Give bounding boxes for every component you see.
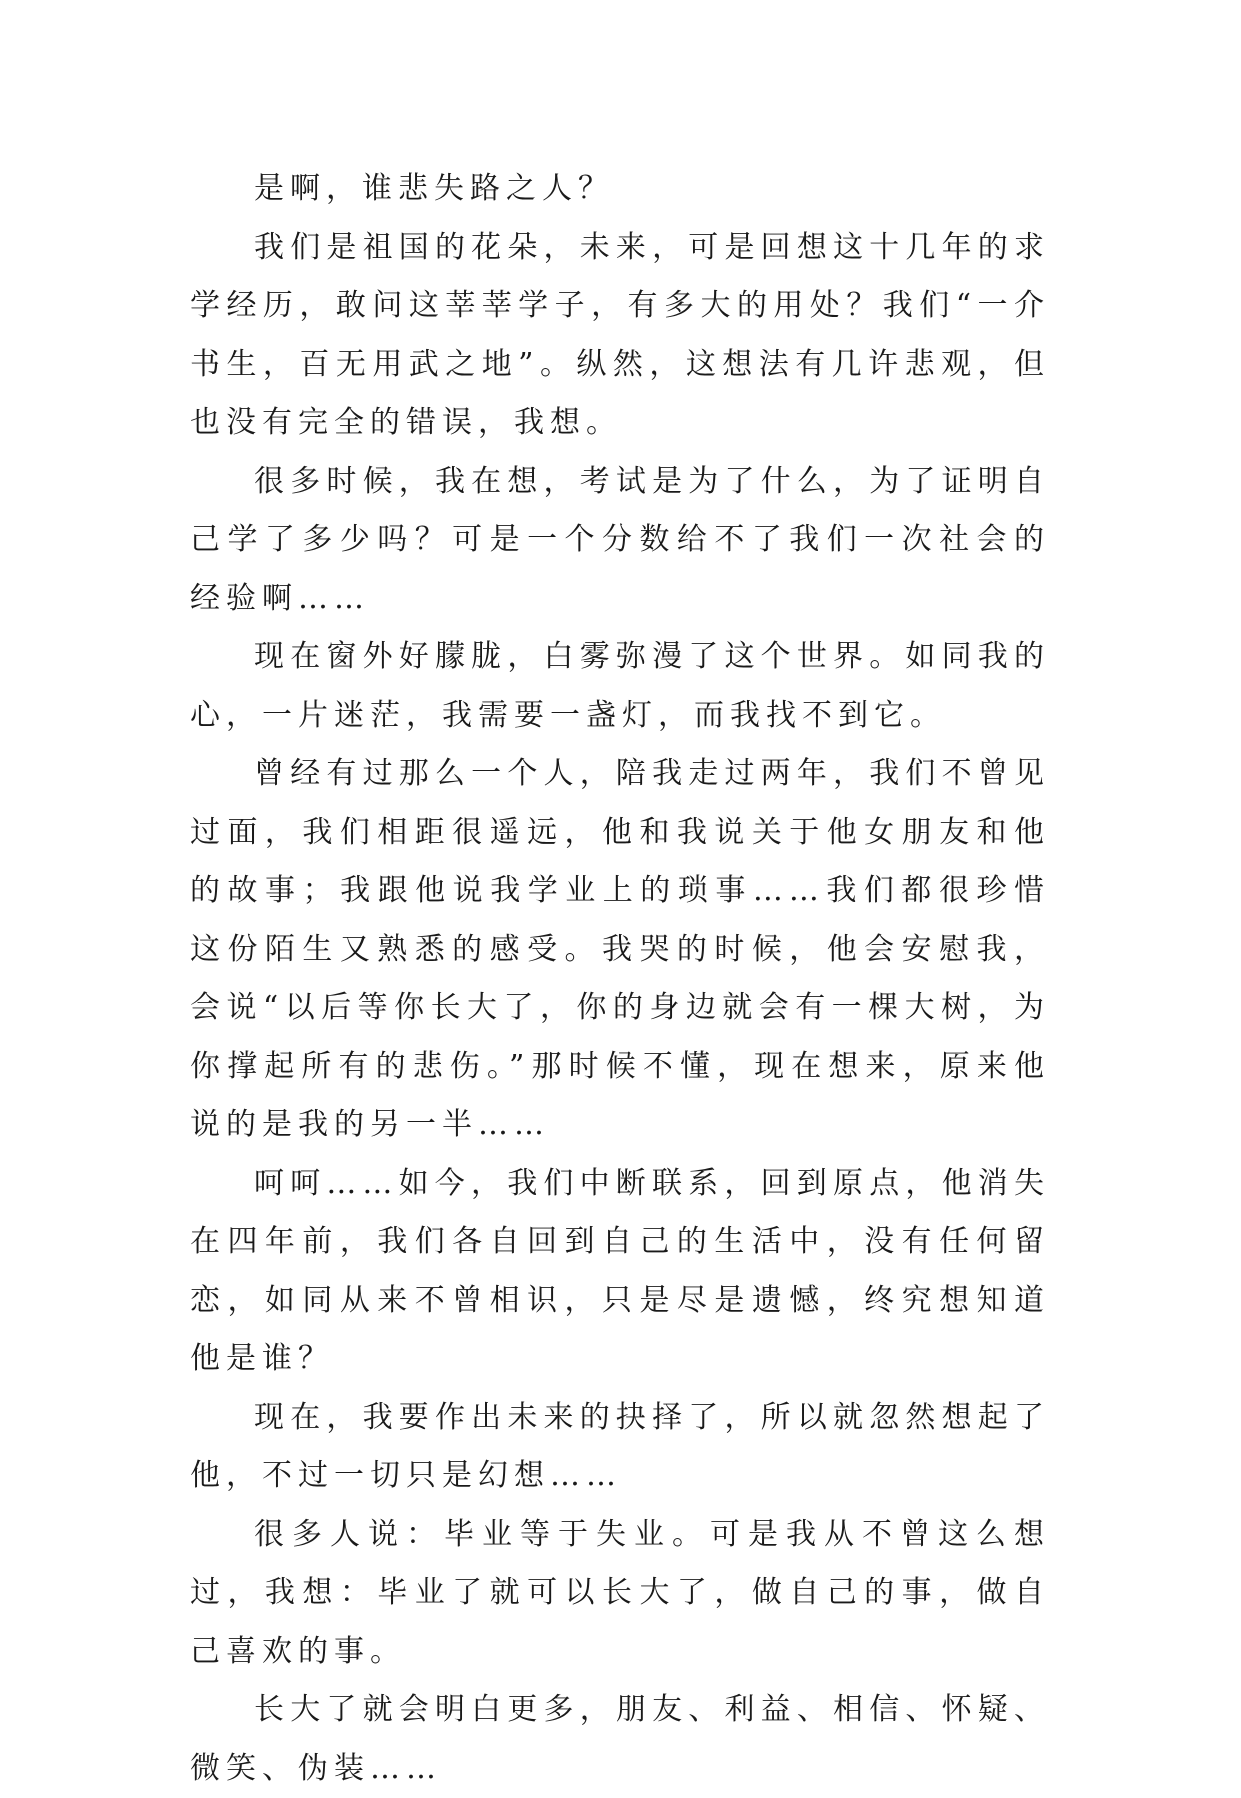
paragraph: 很多时候，我在想，考试是为了什么，为了证明自己学了多少吗？可是一个分数给不了我们一次社会的经验啊…… (190, 463, 1050, 616)
paragraph: 是啊，谁悲失路之人？ (254, 171, 614, 206)
essay-body (190, 160, 1050, 1798)
paragraph: 长大了就会明白更多，朋友、利益、相信、怀疑、微笑、伪装…… (190, 1692, 1050, 1786)
paragraph: 我们是祖国的花朵，未来，可是回想这十几年的求学经历，敢问这莘莘学子，有多大的用处？我们“一介书生，百无用武之地”。纵然，这想法有几许悲观，但也没有完全的错误，我想。 (190, 229, 1050, 440)
paragraph: 现在窗外好朦胧，白雾弥漫了这个世界。如同我的心，一片迷茫，我需要一盏灯，而我找不到它。 (190, 639, 1050, 733)
paragraph: 很多人说：毕业等于失业。可是我从不曾这么想过，我想：毕业了就可以长大了，做自己的事，做自己喜欢的事。 (190, 1516, 1050, 1669)
paragraph: 呵呵……如今，我们中断联系，回到原点，他消失在四年前，我们各自回到自己的生活中，没有任何留恋，如同从来不曾相识，只是尽是遗憾，终究想知道他是谁？ (190, 1165, 1050, 1376)
paragraph: 曾经有过那么一个人，陪我走过两年，我们不曾见过面，我们相距很遥远，他和我说关于他女朋友和他的故事；我跟他说我学业上的琐事……我们都很珍惜这份陌生又熟悉的感受。我哭的时候，他会安慰我，会说“以后等你长大了，你的身边就会有一棵大树，为你撑起所有的悲伤。”那时候不懂，现在想来，原来他说的是我的另一半…… (190, 756, 1050, 1142)
paragraph: 现在，我要作出未来的抉择了，所以就忽然想起了他，不过一切只是幻想…… (190, 1399, 1050, 1493)
